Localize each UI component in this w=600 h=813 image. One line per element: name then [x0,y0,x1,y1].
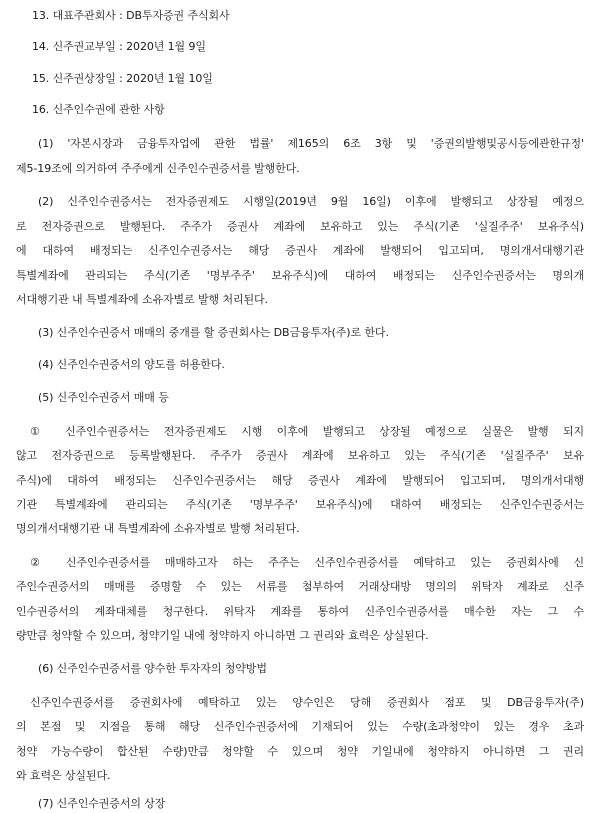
para-6: (6) 신주인수권증서를 양수한 투자자의 청약방법 [38,662,267,675]
para-2-line-4: 특별계좌에 관리되는 주식(기존 '명부주주' 보유주식)에 대하여 배정되는 신주인수권증서는 명의개 [16,269,584,282]
circled-1-line-2: 않고 전자증권으로 등록발행된다. 주주가 증권사 계좌에 보유하고 있는 주식(기존 '실질주주' 보유 [16,449,584,462]
para-4: (4) 신주인수권증서의 양도를 허용한다. [38,358,225,371]
circled-1-line-1: ① 신주인수권증서는 전자증권제도 시행 이후에 발행되고 상장될 예정으로 실물은 발행 되지 [30,425,584,438]
circled-1-line-5: 명의개서대행기관 내 특별계좌에 소유자별로 발행 처리된다. [16,522,300,535]
para-7: (7) 신주인수권증서의 상장 [38,797,166,810]
item-13: 13. 대표주관회사 : DB투자증권 주식회사 [32,9,230,22]
item-14: 14. 신주권교부일 : 2020년 1월 9일 [32,40,206,53]
circled-1-line-3: 주식)에 대하여 배정되는 신주인수권증서는 해당 증권사 계좌에 발행되어 입고되며, 명의개서대행 [16,474,584,487]
para-6-body-line-1: 신주인수권증서를 증권회사에 예탁하고 있는 양수인은 당해 증권회사 점포 및 DB금융투자(주) [30,696,584,709]
para-6-body-line-4: 와 효력은 상실된다. [16,769,111,782]
para-3: (3) 신주인수권증서 매매의 중개를 할 증권회사는 DB금융투자(주)로 한다. [38,326,389,339]
para-2-line-2: 로 전자증권으로 발행된다. 주주가 증권사 계좌에 보유하고 있는 주식(기존 '실질주주' 보유주식) [16,220,584,233]
circled-2-line-2: 주인수권증서의 매매를 증명할 수 있는 서류를 첨부하여 거래상대방 명의의 위탁자 계좌로 신주 [16,580,584,593]
circled-2-line-1: ② 신주인수권증서를 매매하고자 하는 주주는 신주인수권증서를 예탁하고 있는 증권회사에 신 [30,556,584,569]
para-1-line-2: 제5-19조에 의거하여 주주에게 신주인수권증서를 발행한다. [16,162,300,175]
item-16: 16. 신주인수권에 관한 사항 [32,103,165,116]
para-6-body-line-2: 의 본점 및 지점을 통해 해당 신주인수권증서에 기재되어 있는 수량(초과청약이 있는 경우 초과 [16,720,584,733]
para-1-line-1: (1) '자본시장과 금융투자업에 관한 법률' 제165의 6조 3항 및 '증권의발행및공시등에관한규정' [38,137,584,150]
circled-2-line-4: 량만큼 청약할 수 있으며, 청약기일 내에 청약하지 아니하면 그 권리와 효력은 상실된다. [16,629,429,642]
circled-1-line-4: 기관 특별계좌에 관리되는 주식(기존 '명부주주' 보유주식)에 대하여 배정되는 신주인수권증서는 [16,498,584,511]
para-5: (5) 신주인수권증서 매매 등 [38,391,169,404]
para-2-line-3: 에 대하여 배정되는 신주인수권증서는 해당 증권사 계좌에 발행되어 입고되며, 명의개서대행기관 [16,244,584,257]
item-15: 15. 신주권상장일 : 2020년 1월 10일 [32,72,213,85]
para-6-body-line-3: 청약 가능수량이 합산된 수량)만큼 청약할 수 있으며 청약 기일내에 청약하지 아니하면 그 권리 [16,745,584,758]
circled-2-line-3: 인수권증서의 계좌대체를 청구한다. 위탁자 계좌를 통하여 신주인수권증서를 매수한 자는 그 수 [16,605,584,618]
para-2-line-5: 서대행기관 내 특별계좌에 소유자별로 발행 처리된다. [16,293,268,306]
para-2-line-1: (2) 신주인수권증서는 전자증권제도 시행일(2019년 9월 16일) 이후에 발행되고 상장될 예정으 [38,195,584,208]
